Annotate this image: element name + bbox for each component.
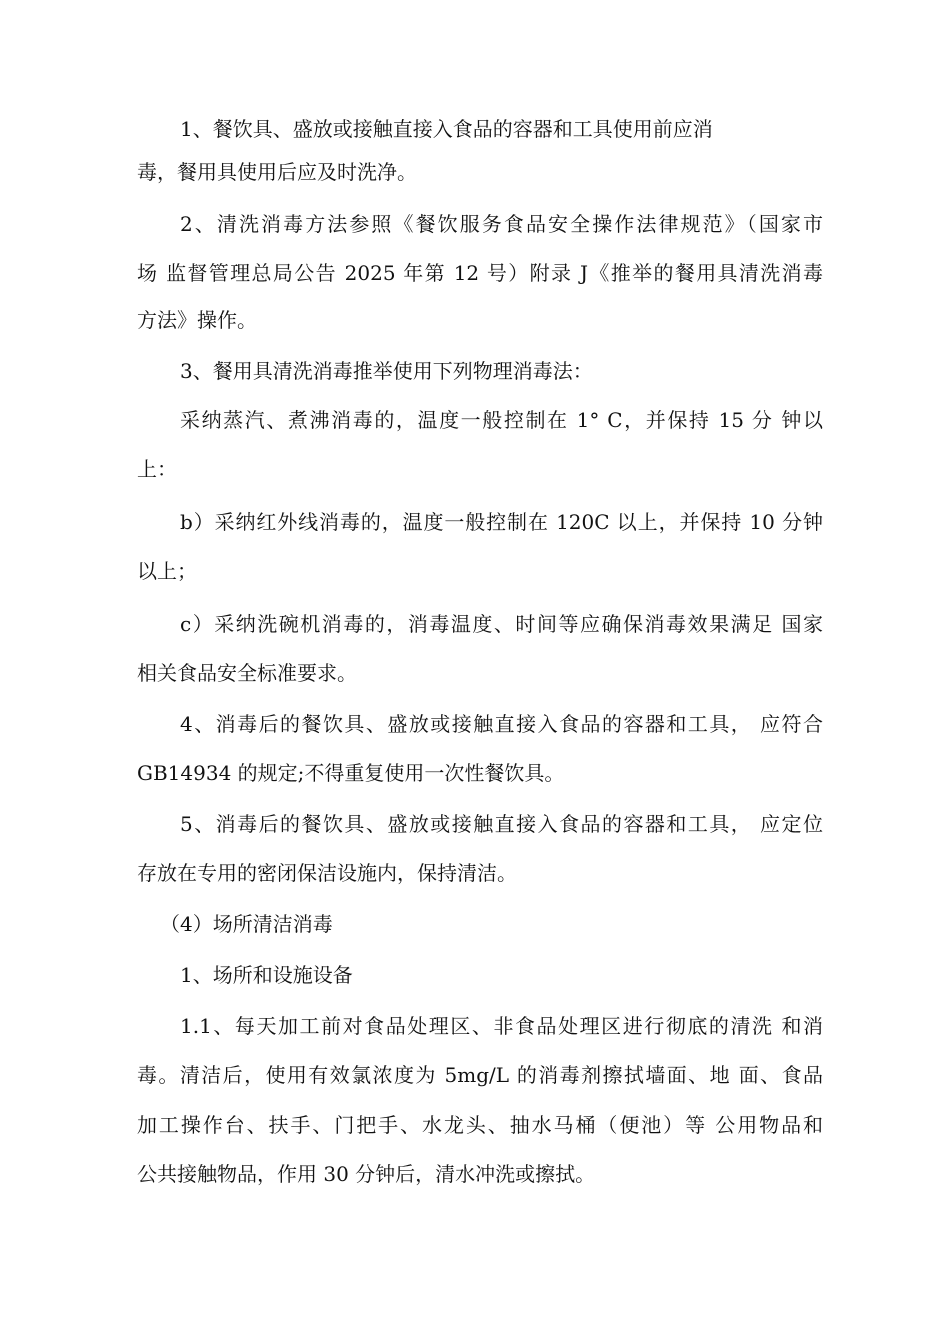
item-b-line-1: b）采纳红外线消毒的，温度一般控制在 120C 以上，并保持 10 分钟	[180, 510, 823, 534]
item-c-line-2: 相关食品安全标准要求。	[137, 661, 357, 685]
item-b-line-2: 以上；	[137, 559, 197, 583]
paragraph-2-line-3: 方法》操作。	[137, 308, 257, 332]
paragraph-5-line-2: 存放在专用的密闭保洁设施内，保持清洁。	[137, 861, 517, 885]
paragraph-1-line-2: 毒，餐用具使用后应及时洗净。	[137, 160, 417, 184]
paragraph-4-line-1: 4、消毒后的餐饮具、盛放或接触直接入食品的容器和工具， 应符合	[180, 712, 823, 736]
paragraph-6-line-4: 公共接触物品，作用 30 分钟后，清水冲洗或擦拭。	[137, 1162, 596, 1186]
paragraph-2-line-2: 场 监督管理总局公告 2025 年第 12 号）附录 J《推举的餐用具清洗消毒	[137, 261, 823, 285]
item-a-line-1: 采纳蒸汽、煮沸消毒的，温度一般控制在 1° C，并保持 15 分 钟以	[180, 408, 823, 432]
paragraph-5-line-1: 5、消毒后的餐饮具、盛放或接触直接入食品的容器和工具， 应定位	[180, 812, 823, 836]
section-heading: （4）场所清洁消毒	[160, 912, 333, 936]
paragraph-1-line-1: 1、餐饮具、盛放或接触直接入食品的容器和工具使用前应消	[180, 117, 713, 141]
paragraph-3-line-1: 3、餐用具清洗消毒推举使用下列物理消毒法：	[180, 359, 593, 383]
item-c-line-1: c）采纳洗碗机消毒的，消毒温度、时间等应确保消毒效果满足 国家	[180, 612, 823, 636]
subsection-heading: 1、场所和设施设备	[180, 963, 353, 987]
paragraph-6-line-2: 毒。清洁后，使用有效氯浓度为 5mg/L 的消毒剂擦拭墙面、地 面、食品	[137, 1063, 823, 1087]
paragraph-2-line-1: 2、清洗消毒方法参照《餐饮服务食品安全操作法律规范》（国家市	[180, 212, 823, 236]
paragraph-4-line-2: GB14934 的规定;不得重复使用一次性餐饮具。	[137, 761, 565, 785]
paragraph-6-line-3: 加工操作台、扶手、门把手、水龙头、抽水马桶（便池）等 公用物品和	[137, 1113, 823, 1137]
item-a-line-2: 上：	[137, 457, 177, 481]
paragraph-6-line-1: 1.1、每天加工前对食品处理区、非食品处理区进行彻底的清洗 和消	[180, 1014, 823, 1038]
